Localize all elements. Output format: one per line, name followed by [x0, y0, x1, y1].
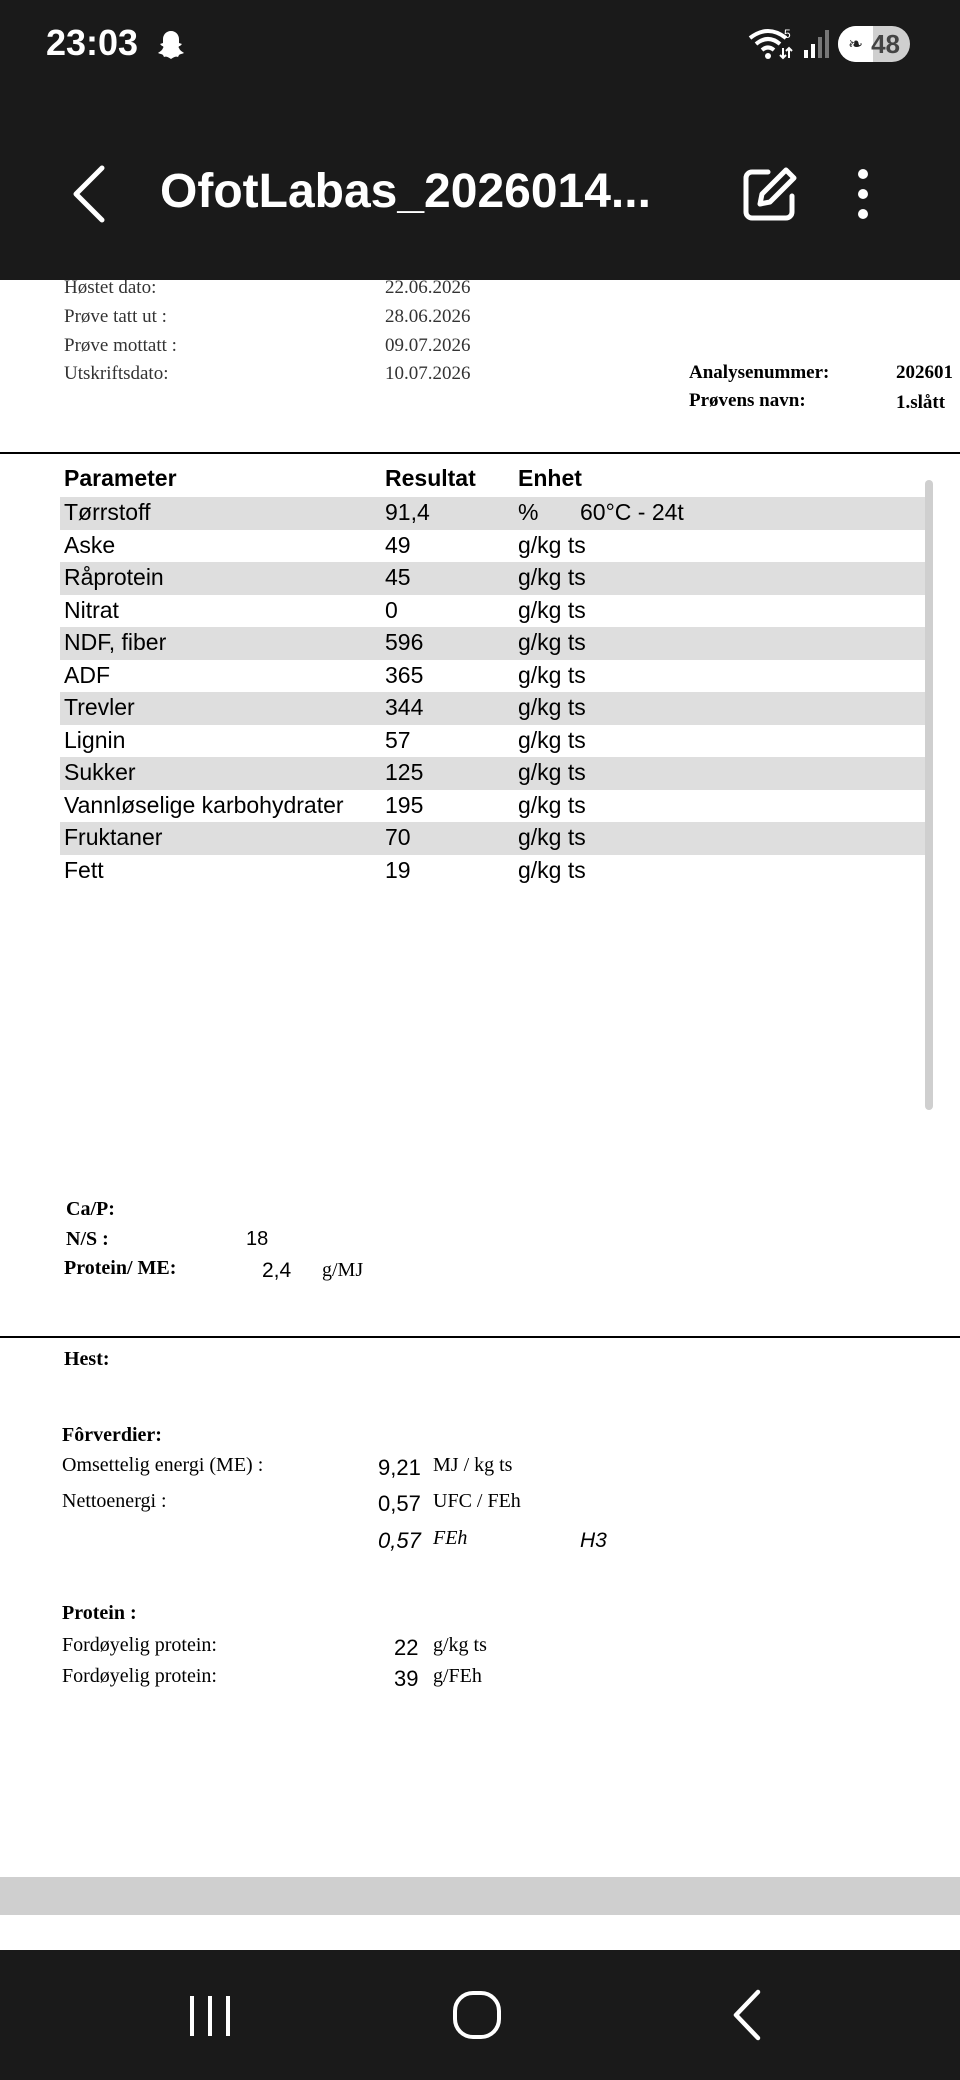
battery-icon: [838, 26, 910, 62]
parameter-result: 49: [385, 531, 411, 558]
table-row: [60, 822, 930, 855]
print-date-value: 10.07.2026: [385, 363, 471, 384]
parameter-name: Lignin: [64, 726, 126, 753]
parameter-name: Tørrstoff: [64, 499, 151, 525]
more-vert-icon[interactable]: [848, 166, 878, 222]
document-title: OfotLabas_2026014...: [160, 165, 651, 218]
parameter-name: ADF: [64, 661, 110, 688]
wifi-badge: 5: [784, 27, 791, 41]
digestible-protein-unit: g/kg ts: [433, 1634, 487, 1656]
parameter-unit: g/kg ts: [518, 726, 586, 753]
me-label: Omsettelig energi (ME) :: [62, 1454, 264, 1476]
table-row: [60, 627, 930, 660]
digestible-protein-label: Fordøyelig protein:: [62, 1634, 217, 1656]
parameter-result: 596: [385, 629, 424, 655]
parameter-name: Vannløselige karbohydrater: [64, 791, 344, 818]
feh-note: H3: [580, 1529, 607, 1552]
analysis-number-label: Analysenummer:: [689, 362, 830, 383]
digestible-protein-value: 22: [394, 1635, 419, 1660]
feh-unit: FEh: [433, 1527, 468, 1549]
parameter-result: 365: [385, 661, 424, 688]
parameter-result: 0: [385, 596, 398, 623]
ca-p-label: Ca/P:: [66, 1198, 115, 1220]
parameter-unit: g/kg ts: [518, 791, 586, 818]
divider: [0, 452, 960, 454]
parameter-result: 125: [385, 759, 424, 785]
parameter-unit: g/kg ts: [518, 661, 586, 688]
wifi-icon: [748, 26, 794, 62]
horse-heading: Hest:: [64, 1348, 110, 1370]
protein-heading: Protein :: [62, 1602, 137, 1624]
table-row: [60, 790, 930, 823]
page-separator: [0, 1877, 960, 1915]
parameter-unit: g/kg ts: [518, 759, 586, 785]
snapchat-icon: [154, 28, 188, 62]
parameter-name: NDF, fiber: [64, 629, 167, 655]
table-row: [60, 855, 930, 888]
parameter-name: Aske: [64, 531, 116, 558]
digestible-protein-label: Fordøyelig protein:: [62, 1665, 217, 1687]
me-unit: MJ / kg ts: [433, 1454, 513, 1476]
parameter-unit: g/kg ts: [518, 564, 586, 590]
parameter-unit: g/kg ts: [518, 629, 586, 655]
print-date-label: Utskriftsdato:: [64, 363, 169, 384]
feed-values-heading: Fôrverdier:: [62, 1424, 162, 1446]
ns-value: 18: [246, 1228, 269, 1250]
table-header: [60, 463, 930, 497]
parameter-unit: g/kg ts: [518, 824, 586, 850]
parameter-result: 91,4: [385, 499, 430, 525]
signal-icon: [802, 28, 832, 60]
parameter-name: Fett: [64, 856, 104, 883]
protein-me-unit: g/MJ: [322, 1259, 364, 1281]
table-row: [60, 757, 930, 790]
harvest-date-label: Høstet dato:: [64, 280, 157, 298]
parameter-note: 60°C - 24t: [580, 499, 684, 525]
parameter-table: [60, 463, 930, 887]
back-icon[interactable]: [728, 1986, 768, 2044]
parameter-unit: g/kg ts: [518, 531, 586, 558]
home-icon[interactable]: [450, 1988, 504, 2042]
recents-icon[interactable]: [180, 1990, 240, 2040]
harvest-date-value: 22.06.2026: [385, 280, 471, 298]
document-view[interactable]: [0, 280, 960, 1950]
power-saving-icon: ❧: [848, 34, 864, 54]
table-row: [60, 725, 930, 758]
sample-name-label: Prøvens navn:: [689, 390, 806, 411]
parameter-unit: %: [518, 499, 539, 525]
net-energy-label: Nettoenergi :: [62, 1490, 167, 1512]
table-row: [60, 692, 930, 725]
parameter-result: 19: [385, 856, 411, 883]
me-value: 9,21: [378, 1455, 421, 1480]
parameter-result: 70: [385, 824, 411, 850]
parameter-name: Trevler: [64, 694, 135, 720]
app-bar: [0, 90, 960, 280]
parameter-result: 344: [385, 694, 424, 720]
edit-icon[interactable]: [740, 164, 800, 224]
sample-taken-value: 28.06.2026: [385, 306, 471, 327]
parameter-name: Nitrat: [64, 596, 119, 623]
header-result: Resultat: [385, 465, 476, 491]
sample-name-value: 1.slått: [896, 392, 946, 413]
parameter-result: 45: [385, 564, 411, 590]
ns-label: N/S :: [66, 1228, 109, 1250]
scrollbar[interactable]: [925, 480, 933, 1110]
divider: [0, 1336, 960, 1338]
navigation-bar: [0, 1950, 960, 2080]
parameter-unit: g/kg ts: [518, 856, 586, 883]
digestible-protein-unit: g/FEh: [433, 1665, 482, 1687]
status-bar: [0, 0, 960, 90]
protein-me-value: 2,4: [262, 1259, 292, 1282]
parameter-unit: g/kg ts: [518, 694, 586, 720]
table-row: [60, 595, 930, 628]
table-row: [60, 530, 930, 563]
parameter-result: 57: [385, 726, 411, 753]
net-energy-value: 0,57: [378, 1491, 421, 1516]
header-unit: Enhet: [518, 465, 582, 491]
parameter-name: Råprotein: [64, 564, 164, 590]
parameter-name: Sukker: [64, 759, 136, 785]
back-icon[interactable]: [66, 162, 116, 226]
sample-taken-label: Prøve tatt ut :: [64, 306, 167, 327]
header-parameter: Parameter: [64, 465, 177, 491]
sample-received-value: 09.07.2026: [385, 335, 471, 356]
digestible-protein-value: 39: [394, 1666, 419, 1691]
parameter-unit: g/kg ts: [518, 596, 586, 623]
parameter-result: 195: [385, 791, 424, 818]
table-row: [60, 562, 930, 595]
parameter-name: Fruktaner: [64, 824, 163, 850]
table-row: [60, 497, 930, 530]
net-energy-unit: UFC / FEh: [433, 1490, 521, 1512]
clock: 23:03: [46, 22, 139, 63]
analysis-number-value: 202601: [896, 362, 953, 383]
protein-me-label: Protein/ ME:: [64, 1257, 177, 1279]
sample-received-label: Prøve mottatt :: [64, 335, 177, 356]
table-row: [60, 660, 930, 693]
feh-value: 0,57: [378, 1528, 421, 1553]
battery-level: 48: [871, 29, 900, 59]
